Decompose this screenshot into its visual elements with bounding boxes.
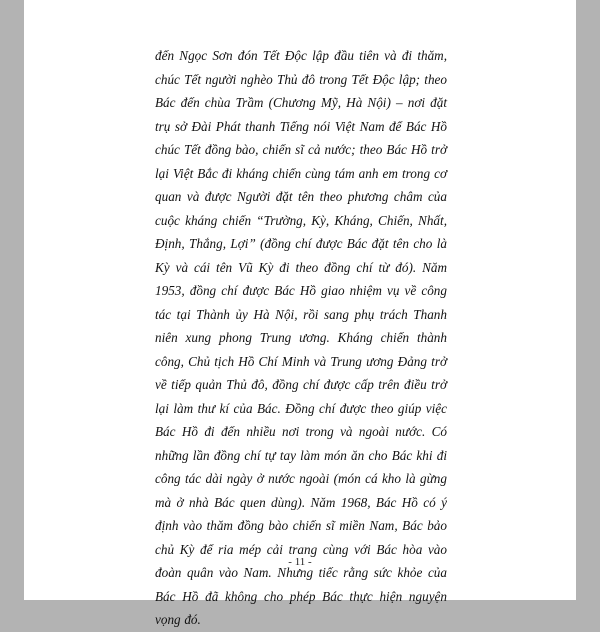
text-column [155, 44, 447, 632]
page-number: - 11 - [288, 556, 312, 568]
body-paragraph: đến Ngọc Sơn đón Tết Độc lập đầu tiên và đi thăm, chúc Tết người nghèo Thủ đô trong Tết Độc lập; theo Bác đến chùa Trầm (Chương Mỹ, Hà Nội) – nơi đặt trụ sở Đài Phát thanh Tiếng nói Việt Nam để Bác Hồ chúc Tết đồng bào, chiến sĩ cả nước; theo Bác Hồ trở lại Việt Bắc đi kháng chiến cùng tám anh em trong cơ quan và được Người đặt tên theo phương châm của cuộc kháng chiến “Trường, Kỳ, Kháng, Chiến, Nhất, Định, Thắng, Lợi” (đồng chí được Bác đặt tên cho là Kỳ và cái tên Vũ Kỳ đi theo đồng chí từ đó). Năm 1953, đồng chí được Bác Hồ giao nhiệm vụ về công tác tại Thành ủy Hà Nội, rồi sang phụ trách Thanh niên xung phong Trung ương. Kháng chiến thành công, Chủ tịch Hồ Chí Minh và Trung ương Đảng trở về tiếp quản Thủ đô, đồng chí được cấp trên điều trở lại làm thư kí của Bác. Đồng chí được theo giúp việc Bác Hồ đi đến nhiều nơi trong và ngoài nước. Có những lần đồng chí tự tay làm món ăn cho Bác khi đi công tác dài ngày ở nước ngoài (món cá kho là gừng mà ở nhà Bác quen dùng). Năm 1968, Bác Hồ có ý định vào thăm đồng bào chiến sĩ miền Nam, Bác bảo chủ Kỳ để ria mép cải trang cùng với Bác hòa vào đoàn quân vào Nam. Nhưng tiếc rằng sức khỏe của Bác Hồ đã không cho phép Bác thực hiện nguyện vọng đó. [155, 48, 447, 627]
book-page [24, 0, 576, 627]
